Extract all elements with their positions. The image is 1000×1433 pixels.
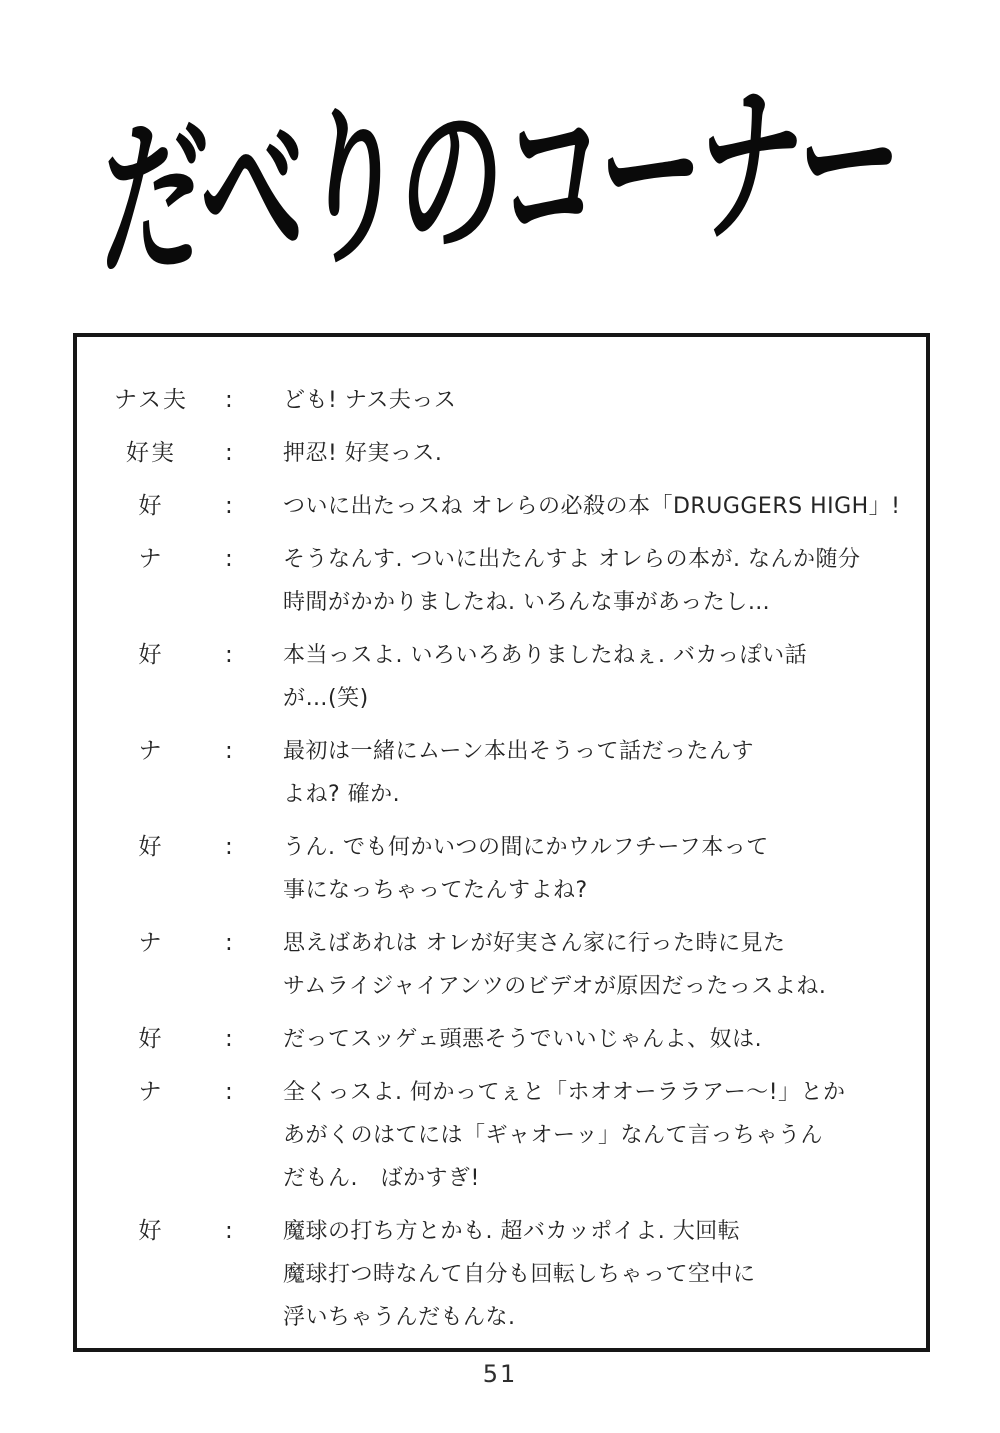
dialogue-line: が…(笑) [283,686,369,711]
dialogue-line: ついに出たっスね オレらの必殺の本「DRUGGERS HIGH」! [283,494,901,519]
dialogue-line: だってスッゲェ頭悪そうでいいじゃんよ、奴は. [283,1027,763,1052]
dialogue-line: よね? 確か. [283,782,401,807]
dialogue-lines [283,634,918,720]
speaker-label: 好 [138,642,164,668]
dialogue-turn [77,634,918,720]
dialogue-lines [283,922,918,1008]
speaker-label: 好 [138,1026,164,1052]
dialogue-turn [77,1018,918,1061]
dialogue-turn [77,538,918,624]
dialogue-turn [77,432,918,475]
speaker-colon: : [225,546,233,572]
dialogue-line: だもん. ばかすぎ! [283,1166,480,1191]
dialogue-turn [77,922,918,1008]
dialogue-turn [77,1071,918,1200]
page-title: だべりのコーナー [96,58,903,301]
dialogue-lines [283,1210,918,1339]
dialogue-line: そうなんす. ついに出たんすよ オレらの本が. なんか随分 [283,547,861,572]
dialogue-line: ども! ナス夫っス [283,388,457,413]
speaker-label: ナス夫 [113,387,189,413]
dialogue-turn [77,1210,918,1339]
speaker-label: ナ [138,930,164,956]
dialogue-turn [77,379,918,422]
dialogue-line: 魔球の打ち方とかも. 超バカッポイよ. 大回転 [283,1219,741,1244]
dialogue-line: あがくのはてには「ギャオーッ」なんて言っちゃうん [283,1123,824,1148]
dialogue-lines [283,1071,918,1200]
speaker-colon: : [225,1026,233,1052]
dialogue-line: うん. でも何かいつの間にかウルフチーフ本って [283,835,769,860]
page-number: 51 [482,1360,518,1388]
speaker-label: 好実 [126,440,176,466]
dialogue-line: 思えばあれは オレが好実さん家に行った時に見た [283,931,786,956]
dialogue-box [73,333,930,1352]
dialogue-line: 時間がかかりましたね. いろんな事があったし… [283,590,771,615]
dialogue-turn [77,730,918,816]
speaker-colon: : [225,1079,233,1105]
speaker-label: ナ [138,738,164,764]
dialogue-line: 押忍! 好実っス. [283,441,443,466]
speaker-colon: : [225,440,233,466]
dialogue-lines [283,826,918,912]
dialogue-line: 浮いちゃうんだもんな. [283,1305,516,1330]
dialogue-lines [283,538,918,624]
dialogue-line: 事になっちゃってたんすよね? [283,878,588,903]
dialogue-lines [283,1018,918,1061]
dialogue-line: 魔球打つ時なんて自分も回転しちゃって空中に [283,1262,756,1287]
dialogue-line: 最初は一緒にムーン本出そうって話だったんす [283,739,754,764]
dialogue-line: サムライジャイアンツのビデオが原因だったっスよね. [283,974,827,999]
speaker-colon: : [225,1218,233,1244]
speaker-colon: : [225,387,233,413]
speaker-colon: : [225,930,233,956]
dialogue-lines [283,730,918,816]
dialogue-line: 全くっスよ. 何かってぇと「ホオオーララアー〜!」とか [283,1080,846,1105]
speaker-label: 好 [138,1218,164,1244]
dialogue-turn [77,826,918,912]
dialogue-turn [77,485,918,528]
dialogue-lines [283,432,918,475]
speaker-colon: : [225,738,233,764]
speaker-colon: : [225,493,233,519]
speaker-colon: : [225,834,233,860]
speaker-label: 好 [138,493,164,519]
speaker-label: ナ [138,1079,164,1105]
speaker-label: 好 [138,834,164,860]
dialogue-line: 本当っスよ. いろいろありましたねぇ. バカっぽい話 [283,643,808,668]
title-area [0,35,1000,301]
dialogue-lines [283,379,918,422]
dialogue-lines [283,485,918,528]
speaker-label: ナ [138,546,164,572]
speaker-colon: : [225,642,233,668]
